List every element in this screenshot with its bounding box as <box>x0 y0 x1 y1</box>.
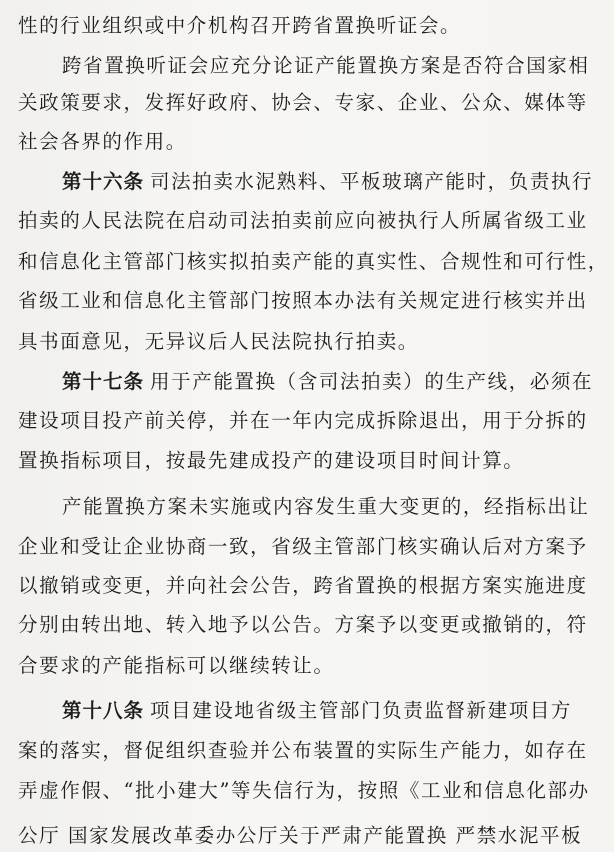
text-line <box>0 285 614 313</box>
line-text: 跨省置换听证会应充分论证产能置换方案是否符合国家相 <box>62 54 590 77</box>
text-line <box>0 205 614 233</box>
line-text: 具书面意见，无异议后人民法院执行拍卖。 <box>18 330 419 353</box>
text-line <box>0 246 614 274</box>
line-text: 性的行业组织或中介机构召开跨省置换听证会。 <box>18 14 462 37</box>
line-text: 以撤销或变更，并向社会公告，跨省置换的根据方案实施进度 <box>18 574 588 597</box>
text-line <box>0 405 614 433</box>
line-text: 置换指标项目，按最先建成投产的建设项目时间计算。 <box>18 449 525 472</box>
line-text: 产能置换方案未实施或内容发生重大变更的，经指标出让 <box>62 495 590 518</box>
line-text: 省级工业和信息化主管部门按照本办法有关规定进行核实并出 <box>18 289 588 312</box>
text-line <box>0 445 614 473</box>
text-line <box>0 10 614 38</box>
text-line <box>0 366 614 394</box>
article-heading: 第十七条 <box>62 370 145 393</box>
line-text: 拍卖的人民法院在启动司法拍卖前应向被执行人所属省级工业 <box>18 209 588 232</box>
line-text: 公厅 国家发展改革委办公厅关于严肃产能置换 严禁水泥平板 <box>18 824 583 847</box>
line-text: 关政策要求，发挥好政府、协会、专家、企业、公众、媒体等 <box>18 91 588 114</box>
text-line <box>0 820 614 848</box>
text-line <box>0 609 614 637</box>
text-line <box>0 326 614 354</box>
text-line <box>0 166 614 194</box>
line-text: 分别由转出地、转入地予以公告。方案予以变更或撤销的，符 <box>18 613 588 636</box>
article-heading: 第十六条 <box>62 170 145 193</box>
line-text: 项目建设地省级主管部门负责监督新建项目方 <box>150 699 573 722</box>
text-line <box>0 87 614 115</box>
line-text: 建设项目投产前关停，并在一年内完成拆除退出，用于分拆的 <box>18 409 588 432</box>
article-heading: 第十八条 <box>62 699 145 722</box>
text-line <box>0 126 614 154</box>
text-line <box>0 775 614 803</box>
text-line <box>0 650 614 678</box>
text-line <box>0 491 614 519</box>
line-text: 司法拍卖水泥熟料、平板玻璃产能时，负责执行 <box>150 170 594 193</box>
line-text: 用于产能置换（含司法拍卖）的生产线，必须在 <box>150 370 594 393</box>
line-text: 社会各界的作用。 <box>18 130 187 153</box>
text-line <box>0 531 614 559</box>
line-text: 和信息化主管部门核实拟拍卖产能的真实性、合规性和可行性， <box>18 250 609 273</box>
text-line <box>0 570 614 598</box>
line-text: 案的落实，督促组织查验并公布装置的实际生产能力，如存在 <box>18 739 588 762</box>
line-text: 合要求的产能指标可以继续转让。 <box>18 654 335 677</box>
text-line <box>0 50 614 78</box>
line-text: 弄虚作假、“批小建大”等失信行为，按照《工业和信息化部办 <box>18 779 590 802</box>
text-line <box>0 735 614 763</box>
line-text: 企业和受让企业协商一致，省级主管部门核实确认后对方案予 <box>18 535 588 558</box>
text-line <box>0 695 614 723</box>
